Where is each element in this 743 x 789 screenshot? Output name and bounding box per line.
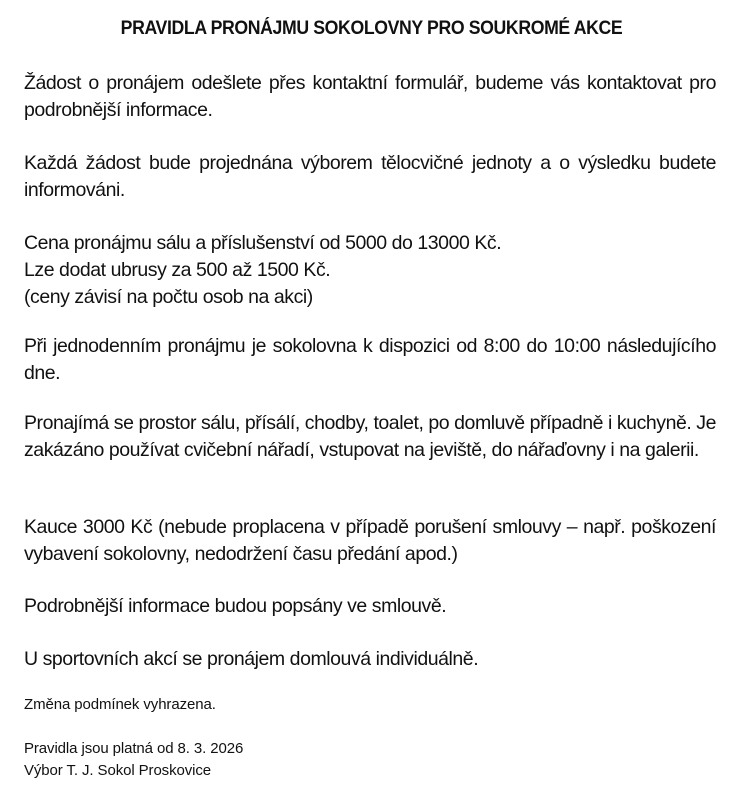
paragraph-deposit: Kauce 3000 Kč (nebude proplacena v případě porušení smlouvy – např. poškození vybavení sokolovny, nedodržení času předání apod.) — [24, 516, 716, 565]
pricing-tablecloth-line: Lze dodat ubrusy za 500 až 1500 Kč. — [24, 259, 331, 281]
pricing-hall-line: Cena pronájmu sálu a příslušenství od 5000 do 13000 Kč. — [24, 232, 502, 254]
signature: Výbor T. J. Sokol Proskovice — [24, 762, 212, 779]
pricing-note-line: (ceny závisí na počtu osob na akci) — [24, 286, 313, 308]
paragraph-availability: Při jednodenním pronájmu je sokolovna k dispozici od 8:00 do 10:00 následujícího dne. — [24, 335, 716, 384]
document-footer — [24, 738, 243, 782]
paragraph-premises: Pronajímá se prostor sálu, přísálí, chodby, toalet, po domluvě případně i kuchyně. Je zakázáno používat cvičební nářadí, vstupovat na jeviště, do nářaďovny i na galerii. — [24, 412, 716, 461]
validity-date: Pravidla jsou platná od 8. 3. 2026 — [24, 740, 244, 757]
paragraph-pricing — [24, 230, 716, 311]
paragraph-review: Každá žádost bude projednána výborem tělocvičné jednoty a o výsledku budete informováni. — [24, 152, 716, 201]
document-title: PRAVIDLA PRONÁJMU SOKOLOVNY PRO SOUKROMÉ AKCE — [120, 18, 623, 39]
paragraph-application: Žádost o pronájem odešlete přes kontaktní formulář, budeme vás kontaktovat pro podrobnější informace. — [24, 72, 716, 121]
paragraph-sport-events: U sportovních akcí se pronájem domlouvá individuálně. — [24, 648, 479, 670]
conditions-notice: Změna podmínek vyhrazena. — [24, 696, 216, 713]
paragraph-contract: Podrobnější informace budou popsány ve smlouvě. — [24, 595, 447, 617]
